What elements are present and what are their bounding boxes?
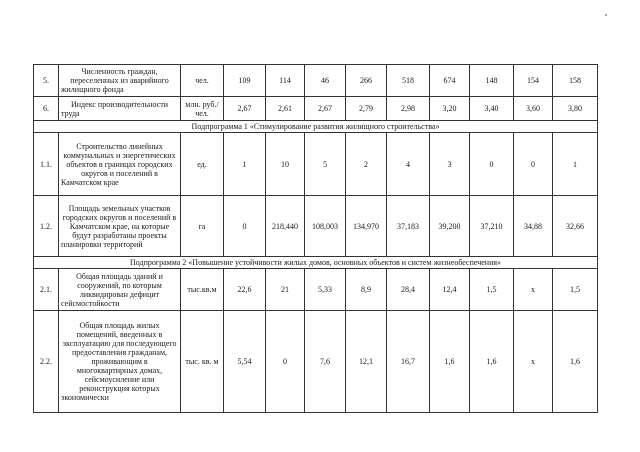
value-cell: 1 [224,133,266,196]
value-cell: x [514,269,553,311]
value-cell: 674 [430,65,470,97]
scan-speck [605,14,607,16]
value-cell: 4 [387,133,430,196]
value-cell: 2,67 [224,97,266,121]
value-cell: 34,88 [514,196,553,257]
unit-cell: млн. руб./чел. [181,97,224,121]
unit-cell: чел. [181,65,224,97]
value-cell: 108,003 [305,196,346,257]
value-cell: 22,6 [224,269,266,311]
value-cell: 39,200 [430,196,470,257]
section-row [34,121,598,133]
value-cell: x [514,311,553,413]
table-row [34,196,598,257]
row-number: 5. [34,65,59,97]
table-row [34,269,598,311]
value-cell: 1,5 [470,269,514,311]
value-cell: 16,7 [387,311,430,413]
value-cell: 518 [387,65,430,97]
value-cell: 10 [266,133,305,196]
value-cell: 218,440 [266,196,305,257]
value-cell: 158 [553,65,598,97]
value-cell: 37,210 [470,196,514,257]
value-cell: 2,98 [387,97,430,121]
subprogram-title: Подпрограмма 1 «Стимулирование развития жилищного строительства» [34,121,598,133]
value-cell: 8,9 [346,269,387,311]
value-cell: 1,5 [553,269,598,311]
value-cell: 3,60 [514,97,553,121]
table-row [34,133,598,196]
value-cell: 5,54 [224,311,266,413]
value-cell: 12,1 [346,311,387,413]
value-cell: 1,6 [430,311,470,413]
value-cell: 3,20 [430,97,470,121]
row-number: 1.2. [34,196,59,257]
indicator-name: Индекс производительности труда [59,97,181,121]
indicator-name: Численность граждан, переселенных из аварийного жилищного фонда [59,65,181,97]
value-cell: 0 [470,133,514,196]
value-cell: 134,970 [346,196,387,257]
value-cell: 154 [514,65,553,97]
unit-cell: тыс.кв.м [181,269,224,311]
section-row [34,257,598,269]
value-cell: 28,4 [387,269,430,311]
value-cell: 0 [514,133,553,196]
indicator-name: Площадь земельных участков городских округов и поселений в Камчатском крае, на которые будут разработаны проекты планировки территорий [59,196,181,257]
unit-cell: тыс. кв. м [181,311,224,413]
subprogram-title: Подпрограмма 2 «Повышение устойчивости жилых домов, основных объектов и систем жизнеобеспечения» [34,257,598,269]
value-cell: 1 [553,133,598,196]
value-cell: 3,40 [470,97,514,121]
row-number: 2.2. [34,311,59,413]
indicator-table [33,64,598,413]
value-cell: 21 [266,269,305,311]
value-cell: 109 [224,65,266,97]
value-cell: 37,183 [387,196,430,257]
value-cell: 46 [305,65,346,97]
unit-cell: га [181,196,224,257]
value-cell: 2,67 [305,97,346,121]
value-cell: 2,79 [346,97,387,121]
value-cell: 3 [430,133,470,196]
value-cell: 266 [346,65,387,97]
value-cell: 114 [266,65,305,97]
value-cell: 5 [305,133,346,196]
value-cell: 5,33 [305,269,346,311]
value-cell: 1,6 [470,311,514,413]
value-cell: 0 [266,311,305,413]
value-cell: 12,4 [430,269,470,311]
table-row [34,311,598,413]
value-cell: 148 [470,65,514,97]
indicator-name: Общая площадь жилых помещений, введенных в эксплуатацию для последующего предоставления гражданам, проживающим в многоквартирных домах, сейсмоусиление или реконструкция которых экономически [59,311,181,413]
row-number: 2.1. [34,269,59,311]
value-cell: 0 [224,196,266,257]
value-cell: 3,80 [553,97,598,121]
unit-cell: ед. [181,133,224,196]
value-cell: 1,6 [553,311,598,413]
value-cell: 2,61 [266,97,305,121]
value-cell: 2 [346,133,387,196]
value-cell: 32,66 [553,196,598,257]
row-number: 6. [34,97,59,121]
table-row [34,65,598,97]
table-row [34,97,598,121]
indicator-name: Строительство линейных коммунальных и энергетических объектов в границах городских округов и поселений в Камчатском крае [59,133,181,196]
value-cell: 7,6 [305,311,346,413]
row-number: 1.1. [34,133,59,196]
indicator-name: Общая площадь зданий и сооружений, по которым ликвидирован дефицит сейсмостойкости [59,269,181,311]
